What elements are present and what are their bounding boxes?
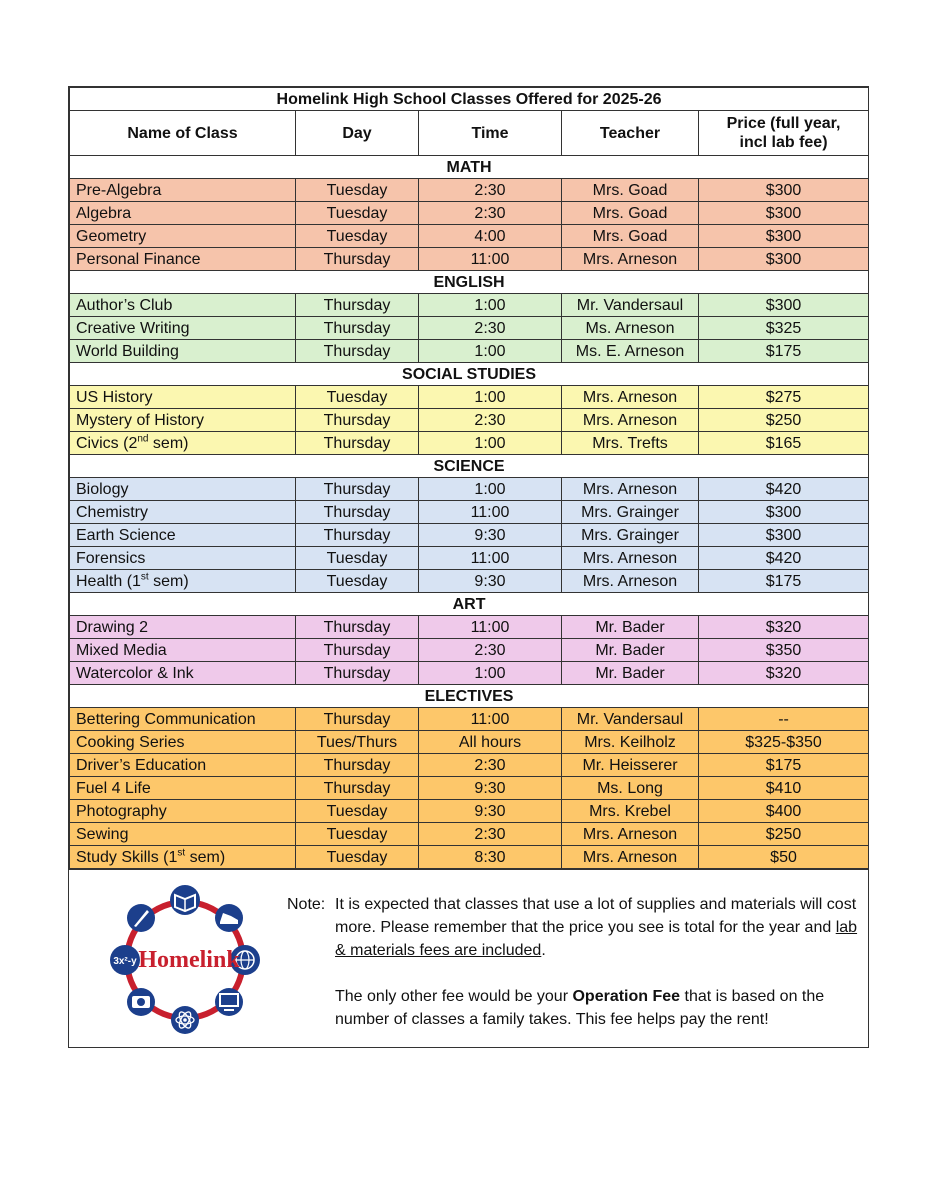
price-cell: $325 bbox=[699, 317, 869, 340]
price-cell: $300 bbox=[699, 501, 869, 524]
table-row bbox=[70, 754, 869, 777]
time-cell: 1:00 bbox=[419, 294, 562, 317]
teacher-cell: Mrs. Arneson bbox=[562, 823, 699, 846]
teacher-cell: Mr. Vandersaul bbox=[562, 708, 699, 731]
math-badge-icon bbox=[110, 945, 140, 975]
class-name-cell: Chemistry bbox=[70, 501, 296, 524]
class-name-cell: Bettering Communication bbox=[70, 708, 296, 731]
price-cell: $420 bbox=[699, 547, 869, 570]
teacher-cell: Mrs. Goad bbox=[562, 179, 699, 202]
time-cell: All hours bbox=[419, 731, 562, 754]
teacher-cell: Mrs. Trefts bbox=[562, 432, 699, 455]
time-cell: 11:00 bbox=[419, 248, 562, 271]
class-name-cell: Creative Writing bbox=[70, 317, 296, 340]
header-price-line1: Price (full year, bbox=[726, 115, 841, 132]
class-name-cell: Forensics bbox=[70, 547, 296, 570]
teacher-cell: Mrs. Arneson bbox=[562, 386, 699, 409]
table-row bbox=[70, 547, 869, 570]
time-cell: 11:00 bbox=[419, 616, 562, 639]
price-cell: $300 bbox=[699, 179, 869, 202]
table-row bbox=[70, 432, 869, 455]
table-row bbox=[70, 616, 869, 639]
table-row bbox=[70, 225, 869, 248]
price-cell: $420 bbox=[699, 478, 869, 501]
day-cell: Tues/Thurs bbox=[296, 731, 419, 754]
class-name-cell: Mystery of History bbox=[70, 409, 296, 432]
day-cell: Tuesday bbox=[296, 547, 419, 570]
page-title: Homelink High School Classes Offered for 2025-26 bbox=[70, 88, 869, 111]
table-row bbox=[70, 823, 869, 846]
price-cell: $50 bbox=[699, 846, 869, 869]
footer-note-area bbox=[69, 869, 868, 1047]
price-cell: $250 bbox=[699, 823, 869, 846]
teacher-cell: Ms. E. Arneson bbox=[562, 340, 699, 363]
table-row bbox=[70, 708, 869, 731]
time-cell: 1:00 bbox=[419, 432, 562, 455]
table-row bbox=[70, 478, 869, 501]
logo-wordmark: Homelink bbox=[138, 947, 240, 973]
table-row bbox=[70, 386, 869, 409]
day-cell: Thursday bbox=[296, 708, 419, 731]
section-row-art bbox=[70, 593, 869, 616]
table-row bbox=[70, 317, 869, 340]
class-name-cell: World Building bbox=[70, 340, 296, 363]
price-cell: $300 bbox=[699, 225, 869, 248]
teacher-cell: Mrs. Arneson bbox=[562, 248, 699, 271]
teacher-cell: Mr. Bader bbox=[562, 616, 699, 639]
class-schedule-sheet bbox=[68, 86, 869, 1048]
class-name-cell: Geometry bbox=[70, 225, 296, 248]
day-cell: Tuesday bbox=[296, 846, 419, 869]
teacher-cell: Mrs. Krebel bbox=[562, 800, 699, 823]
homelink-logo bbox=[105, 880, 265, 1040]
teacher-cell: Mrs. Arneson bbox=[562, 478, 699, 501]
table-row bbox=[70, 777, 869, 800]
table-header-row bbox=[70, 111, 869, 156]
teacher-cell: Mrs. Grainger bbox=[562, 501, 699, 524]
class-name-cell: Mixed Media bbox=[70, 639, 296, 662]
teacher-cell: Mrs. Grainger bbox=[562, 524, 699, 547]
class-name-cell: Cooking Series bbox=[70, 731, 296, 754]
class-name-cell: Study Skills (1st sem) bbox=[70, 846, 296, 869]
time-cell: 4:00 bbox=[419, 225, 562, 248]
time-cell: 11:00 bbox=[419, 708, 562, 731]
computer-icon bbox=[215, 988, 243, 1016]
time-cell: 9:30 bbox=[419, 800, 562, 823]
section-heading: SOCIAL STUDIES bbox=[70, 363, 869, 386]
day-cell: Tuesday bbox=[296, 823, 419, 846]
class-name-cell: Algebra bbox=[70, 202, 296, 225]
table-row bbox=[70, 570, 869, 593]
table-row bbox=[70, 731, 869, 754]
section-heading: SCIENCE bbox=[70, 455, 869, 478]
price-cell: $175 bbox=[699, 340, 869, 363]
price-cell: $175 bbox=[699, 570, 869, 593]
price-cell: $400 bbox=[699, 800, 869, 823]
price-cell: $165 bbox=[699, 432, 869, 455]
table-row bbox=[70, 294, 869, 317]
class-name-cell: Earth Science bbox=[70, 524, 296, 547]
price-cell: $300 bbox=[699, 248, 869, 271]
camera-icon bbox=[127, 988, 155, 1016]
classes-table bbox=[69, 87, 869, 869]
header-teacher: Teacher bbox=[562, 111, 699, 156]
operation-fee-text: Operation Fee bbox=[572, 988, 681, 1005]
day-cell: Tuesday bbox=[296, 225, 419, 248]
price-cell: $250 bbox=[699, 409, 869, 432]
atom-icon bbox=[171, 1006, 199, 1034]
day-cell: Thursday bbox=[296, 317, 419, 340]
note-paragraph-2: The only other fee would be your Operation Fee that is based on the number of classes a family takes. This fee helps pay the rent! bbox=[335, 988, 825, 1028]
teacher-cell: Ms. Long bbox=[562, 777, 699, 800]
section-row-english bbox=[70, 271, 869, 294]
price-cell: $320 bbox=[699, 616, 869, 639]
svg-text:3x²-y: 3x²-y bbox=[113, 956, 137, 967]
section-heading: ENGLISH bbox=[70, 271, 869, 294]
section-heading: ELECTIVES bbox=[70, 685, 869, 708]
teacher-cell: Ms. Arneson bbox=[562, 317, 699, 340]
price-cell: $320 bbox=[699, 662, 869, 685]
teacher-cell: Mr. Vandersaul bbox=[562, 294, 699, 317]
table-row bbox=[70, 662, 869, 685]
time-cell: 2:30 bbox=[419, 317, 562, 340]
section-heading: ART bbox=[70, 593, 869, 616]
time-cell: 2:30 bbox=[419, 639, 562, 662]
day-cell: Tuesday bbox=[296, 202, 419, 225]
teacher-cell: Mr. Bader bbox=[562, 639, 699, 662]
teacher-cell: Mrs. Arneson bbox=[562, 547, 699, 570]
day-cell: Thursday bbox=[296, 294, 419, 317]
time-cell: 11:00 bbox=[419, 501, 562, 524]
day-cell: Thursday bbox=[296, 616, 419, 639]
price-cell: -- bbox=[699, 708, 869, 731]
time-cell: 1:00 bbox=[419, 340, 562, 363]
teacher-cell: Mrs. Arneson bbox=[562, 570, 699, 593]
quill-icon bbox=[127, 904, 155, 932]
time-cell: 2:30 bbox=[419, 202, 562, 225]
table-row bbox=[70, 800, 869, 823]
price-cell: $325-$350 bbox=[699, 731, 869, 754]
class-name-cell: Watercolor & Ink bbox=[70, 662, 296, 685]
price-cell: $410 bbox=[699, 777, 869, 800]
table-row bbox=[70, 639, 869, 662]
day-cell: Thursday bbox=[296, 777, 419, 800]
class-name-cell: Author’s Club bbox=[70, 294, 296, 317]
class-name-cell: Pre-Algebra bbox=[70, 179, 296, 202]
header-time: Time bbox=[419, 111, 562, 156]
teacher-cell: Mr. Heisserer bbox=[562, 754, 699, 777]
class-name-cell: Photography bbox=[70, 800, 296, 823]
note-paragraph-1: It is expected that classes that use a lot of supplies and materials will cost more. Please remember that the price you see is total for the year and lab & materials fees are included. bbox=[335, 896, 858, 959]
price-cell: $300 bbox=[699, 524, 869, 547]
table-row bbox=[70, 202, 869, 225]
day-cell: Thursday bbox=[296, 501, 419, 524]
day-cell: Thursday bbox=[296, 639, 419, 662]
time-cell: 9:30 bbox=[419, 524, 562, 547]
time-cell: 2:30 bbox=[419, 823, 562, 846]
day-cell: Thursday bbox=[296, 754, 419, 777]
teacher-cell: Mr. Bader bbox=[562, 662, 699, 685]
shoe-icon bbox=[215, 904, 243, 932]
table-row bbox=[70, 248, 869, 271]
note-label: Note: bbox=[287, 896, 326, 913]
day-cell: Tuesday bbox=[296, 386, 419, 409]
time-cell: 8:30 bbox=[419, 846, 562, 869]
time-cell: 2:30 bbox=[419, 179, 562, 202]
day-cell: Tuesday bbox=[296, 179, 419, 202]
header-price bbox=[699, 111, 869, 156]
price-cell: $175 bbox=[699, 754, 869, 777]
table-row bbox=[70, 846, 869, 869]
teacher-cell: Mrs. Keilholz bbox=[562, 731, 699, 754]
table-row bbox=[70, 409, 869, 432]
class-name-cell: Health (1st sem) bbox=[70, 570, 296, 593]
day-cell: Thursday bbox=[296, 524, 419, 547]
teacher-cell: Mrs. Arneson bbox=[562, 409, 699, 432]
time-cell: 9:30 bbox=[419, 570, 562, 593]
section-row-math bbox=[70, 156, 869, 179]
header-day: Day bbox=[296, 111, 419, 156]
table-row bbox=[70, 501, 869, 524]
price-cell: $300 bbox=[699, 294, 869, 317]
price-cell: $300 bbox=[699, 202, 869, 225]
time-cell: 1:00 bbox=[419, 478, 562, 501]
teacher-cell: Mrs. Goad bbox=[562, 225, 699, 248]
day-cell: Thursday bbox=[296, 662, 419, 685]
class-name-cell: Civics (2nd sem) bbox=[70, 432, 296, 455]
time-cell: 2:30 bbox=[419, 409, 562, 432]
day-cell: Thursday bbox=[296, 409, 419, 432]
teacher-cell: Mrs. Arneson bbox=[562, 846, 699, 869]
header-price-line2: incl lab fee) bbox=[739, 134, 828, 151]
section-row-electives bbox=[70, 685, 869, 708]
class-name-cell: Sewing bbox=[70, 823, 296, 846]
day-cell: Tuesday bbox=[296, 800, 419, 823]
class-name-cell: Drawing 2 bbox=[70, 616, 296, 639]
section-heading: MATH bbox=[70, 156, 869, 179]
section-row-social bbox=[70, 363, 869, 386]
section-row-science bbox=[70, 455, 869, 478]
class-name-cell: Biology bbox=[70, 478, 296, 501]
price-cell: $275 bbox=[699, 386, 869, 409]
time-cell: 1:00 bbox=[419, 662, 562, 685]
table-row bbox=[70, 340, 869, 363]
time-cell: 2:30 bbox=[419, 754, 562, 777]
price-cell: $350 bbox=[699, 639, 869, 662]
class-name-cell: Driver’s Education bbox=[70, 754, 296, 777]
book-icon bbox=[170, 885, 200, 915]
day-cell: Thursday bbox=[296, 432, 419, 455]
time-cell: 1:00 bbox=[419, 386, 562, 409]
day-cell: Thursday bbox=[296, 340, 419, 363]
table-row bbox=[70, 179, 869, 202]
day-cell: Thursday bbox=[296, 248, 419, 271]
class-name-cell: US History bbox=[70, 386, 296, 409]
time-cell: 11:00 bbox=[419, 547, 562, 570]
header-name: Name of Class bbox=[70, 111, 296, 156]
time-cell: 9:30 bbox=[419, 777, 562, 800]
table-row bbox=[70, 524, 869, 547]
day-cell: Thursday bbox=[296, 478, 419, 501]
day-cell: Tuesday bbox=[296, 570, 419, 593]
fees-included-text: lab & materials fees are included bbox=[335, 919, 858, 959]
class-name-cell: Fuel 4 Life bbox=[70, 777, 296, 800]
teacher-cell: Mrs. Goad bbox=[562, 202, 699, 225]
class-name-cell: Personal Finance bbox=[70, 248, 296, 271]
